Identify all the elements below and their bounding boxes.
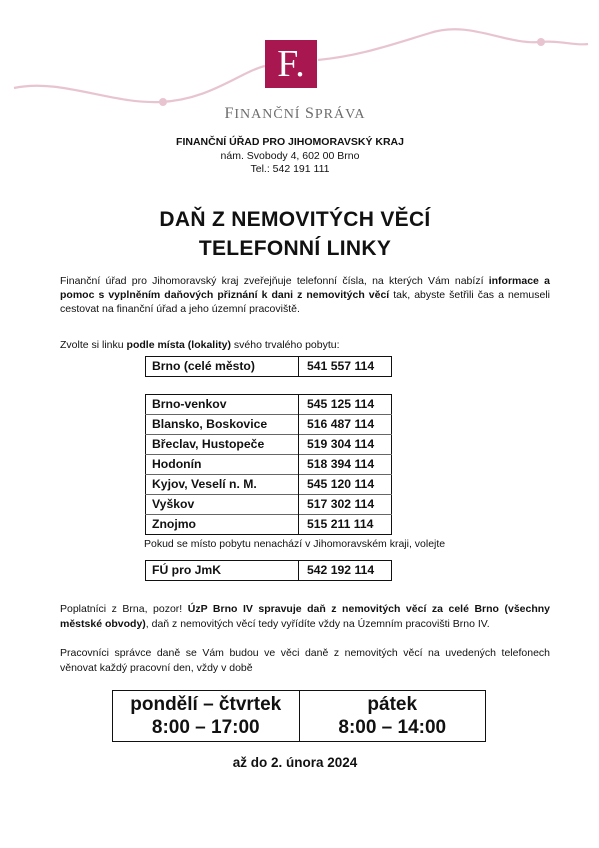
office-hours-box: [112, 690, 486, 742]
fu-jmk-table: [145, 560, 392, 581]
table-row: [146, 475, 392, 495]
brno-note-paragraph: Poplatníci z Brna, pozor! ÚzP Brno IV spravuje daň z nemovitých věcí za celé Brno (všechny městské obvody), daň z nemovitých věcí tedy vyřídíte vždy na Územním pracovišti Brno IV.: [60, 603, 551, 630]
hours-days: pondělí – čtvrtek: [130, 694, 282, 715]
intro-paragraph: Finanční úřad pro Jihomoravský kraj zveřejňuje telefonní čísla, na kterých Vám nabízí informace a pomoc s vyplněním daňových přiznání k dani z nemovitých věcí tak, abyste šetřili čas a nemuseli cestovat na finanční úřad a jeho územní pracoviště.: [60, 275, 550, 315]
hours-time: 8:00 – 17:00: [151, 717, 260, 738]
table-row: [146, 435, 392, 455]
place-name: Brno (celé město): [152, 359, 255, 373]
phone-number: 542 192 114: [299, 561, 392, 581]
phone-number: 545 120 114: [299, 475, 392, 495]
staff-note-paragraph: Pracovníci správce daně se Vám budou ve věci daně z nemovitých věcí na uvedených telefonech věnovat každý pracovní den, vždy v době: [60, 647, 550, 674]
table-row: [146, 395, 392, 415]
wave-dot: [537, 38, 545, 46]
place-name: Kyjov, Veselí n. M.: [146, 475, 299, 495]
place-name: Vyškov: [146, 495, 299, 515]
table-row: [146, 455, 392, 475]
office-name: FINANČNÍ ÚŘAD PRO JIHOMORAVSKÝ KRAJ: [176, 136, 404, 148]
brno-city-table: [145, 356, 392, 377]
place-name: Břeclav, Hustopeče: [146, 435, 299, 455]
phone-number: 515 211 114: [299, 515, 392, 535]
page-subtitle: TELEFONNÍ LINKY: [198, 237, 392, 260]
place-name: Blansko, Boskovice: [146, 415, 299, 435]
outside-region-text: Pokud se místo pobytu nenachází v Jihomoravském kraji, volejte: [144, 538, 446, 550]
table-row: [146, 515, 392, 535]
place-name: Brno-venkov: [152, 397, 227, 411]
table-row: [146, 415, 392, 435]
hours-days: pátek: [367, 694, 418, 715]
regions-table: [145, 394, 392, 535]
table-row: [146, 495, 392, 515]
hours-mon-thu: [113, 691, 299, 741]
choose-line-text: Zvolte si linku podle místa (lokality) svého trvalého pobytu:: [60, 339, 340, 351]
phone-number: 517 302 114: [299, 495, 392, 515]
page-title: DAŇ Z NEMOVITÝCH VĚCÍ: [159, 208, 431, 231]
place-name: Hodonín: [146, 455, 299, 475]
deadline-text: až do 2. února 2024: [232, 755, 358, 770]
office-phone: Tel.: 542 191 111: [250, 163, 330, 175]
place-name: FÚ pro JmK: [152, 563, 222, 577]
wave-dot: [159, 98, 167, 106]
financni-sprava-logo: F.: [265, 40, 317, 88]
place-name: Znojmo: [146, 515, 299, 535]
logo-wordmark: FINANČNÍ SPRÁVA: [224, 105, 366, 122]
phone-number: 519 304 114: [299, 435, 392, 455]
phone-number: 518 394 114: [299, 455, 392, 475]
hours-time: 8:00 – 14:00: [338, 717, 447, 738]
hours-fri: [299, 691, 486, 741]
phone-number: 516 487 114: [299, 415, 392, 435]
phone-number: 541 557 114: [299, 357, 392, 377]
phone-number: 545 125 114: [299, 395, 392, 415]
office-address: nám. Svobody 4, 602 00 Brno: [220, 150, 360, 162]
